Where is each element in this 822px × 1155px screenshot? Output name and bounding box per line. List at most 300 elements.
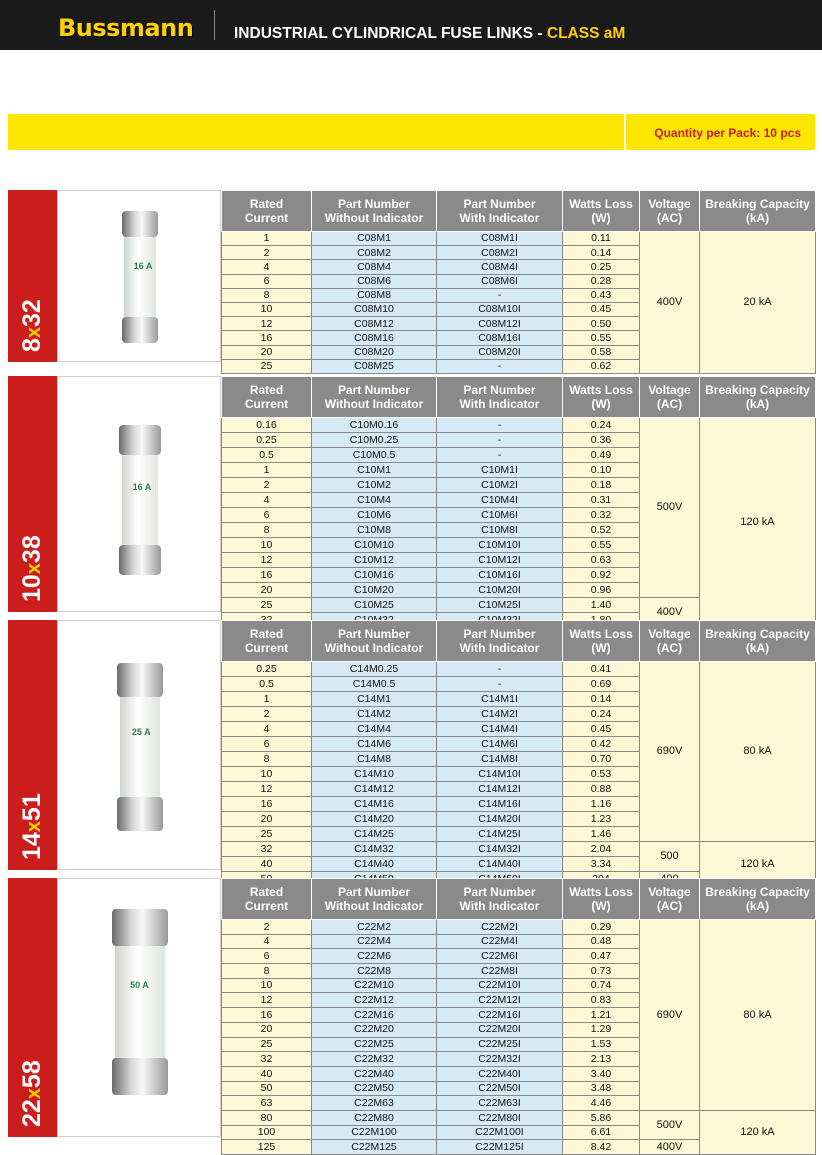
header-divider <box>214 10 215 40</box>
part-number-with-indicator: C14M32I <box>437 842 563 857</box>
part-number-with-indicator: C10M12I <box>437 553 563 568</box>
header-line: Breaking Capacity <box>705 885 810 899</box>
watts-loss: 0.25 <box>563 260 640 274</box>
part-number-without-indicator: C22M125 <box>312 1140 437 1155</box>
fuse-body <box>122 455 159 545</box>
part-number-without-indicator: C08M8 <box>312 288 437 302</box>
rated-current: 4 <box>222 722 312 737</box>
part-number-without-indicator: C10M0.16 <box>312 418 437 433</box>
header-line: Part Number <box>463 197 536 211</box>
fuse-end-cap <box>117 797 163 831</box>
size-tab <box>8 620 57 870</box>
rated-current: 1 <box>222 692 312 707</box>
header-line: Part Number <box>337 627 411 641</box>
part-number-with-indicator: C22M50I <box>437 1081 563 1096</box>
fuse-body <box>124 237 156 317</box>
part-number-without-indicator: C22M12 <box>312 993 437 1008</box>
table-row <box>222 842 816 857</box>
rated-current: 20 <box>222 812 312 827</box>
watts-loss: 0.43 <box>563 288 640 302</box>
header-line: (AC) <box>656 899 683 913</box>
part-number-with-indicator: C22M125I <box>437 1140 563 1155</box>
header-line: Watts Loss <box>569 885 633 899</box>
fuse-section <box>8 376 815 619</box>
watts-loss: 4.46 <box>563 1096 640 1111</box>
watts-loss: 0.83 <box>563 993 640 1008</box>
watts-loss: 0.41 <box>563 662 640 677</box>
watts-loss: 0.73 <box>563 964 640 979</box>
part-number-with-indicator: - <box>437 662 563 677</box>
watts-loss: 0.55 <box>563 538 640 553</box>
header-line: Without Indicator <box>324 211 424 225</box>
column-header-pn_without <box>312 191 437 232</box>
part-number-with-indicator: C08M1I <box>437 232 563 246</box>
part-number-with-indicator: C14M2I <box>437 707 563 722</box>
rated-current: 1 <box>222 463 312 478</box>
table-row <box>222 418 816 433</box>
column-header-breaking <box>700 377 816 418</box>
column-header-breaking <box>700 879 816 920</box>
part-number-with-indicator: C22M10I <box>437 978 563 993</box>
part-number-with-indicator: C22M20I <box>437 1022 563 1037</box>
part-number-without-indicator: C14M8 <box>312 752 437 767</box>
watts-loss: 0.11 <box>563 232 640 246</box>
page-header <box>0 0 822 50</box>
rated-current: 8 <box>222 288 312 302</box>
column-header-pn_with <box>437 191 563 232</box>
part-number-with-indicator: C10M25I <box>437 598 563 613</box>
fuse-rating-label: 25 A <box>131 727 151 737</box>
voltage-value: 500 <box>640 842 700 872</box>
part-number-with-indicator: C14M25I <box>437 827 563 842</box>
rated-current: 25 <box>222 359 312 373</box>
watts-loss: 0.14 <box>563 692 640 707</box>
watts-loss: 0.92 <box>563 568 640 583</box>
watts-loss: 0.36 <box>563 433 640 448</box>
size-value: 8 <box>18 338 46 352</box>
header-line: With Indicator <box>459 397 540 411</box>
part-number-with-indicator: C08M2I <box>437 246 563 260</box>
rated-current: 25 <box>222 598 312 613</box>
watts-loss: 1.46 <box>563 827 640 842</box>
watts-loss: 0.70 <box>563 752 640 767</box>
brand-logo: Bussmann <box>58 14 194 42</box>
part-number-with-indicator: C14M12I <box>437 782 563 797</box>
header-line: Current <box>244 397 289 411</box>
rated-current: 0.25 <box>222 662 312 677</box>
watts-loss: 1.40 <box>563 598 640 613</box>
size-separator: x <box>23 1088 45 1100</box>
rated-current: 50 <box>222 1081 312 1096</box>
breaking-capacity-value: 20 kA <box>700 232 816 374</box>
part-number-with-indicator: C22M80I <box>437 1110 563 1125</box>
spec-table <box>221 620 816 887</box>
fuse-section <box>8 620 815 870</box>
part-number-with-indicator: C10M4I <box>437 493 563 508</box>
header-line: Without Indicator <box>324 641 424 655</box>
header-line: Watts Loss <box>569 383 633 397</box>
part-number-with-indicator: C10M2I <box>437 478 563 493</box>
watts-loss: 0.50 <box>563 317 640 331</box>
header-line: (kA) <box>745 211 770 225</box>
header-line: Rated <box>249 885 284 899</box>
watts-loss: 6.61 <box>563 1125 640 1140</box>
header-line: (AC) <box>656 641 683 655</box>
rated-current: 6 <box>222 737 312 752</box>
part-number-with-indicator: C22M63I <box>437 1096 563 1111</box>
part-number-without-indicator: C22M16 <box>312 1008 437 1023</box>
rated-current: 0.25 <box>222 433 312 448</box>
part-number-with-indicator: - <box>437 418 563 433</box>
header-line: (W) <box>591 397 611 411</box>
column-header-watts <box>563 621 640 662</box>
part-number-without-indicator: C08M2 <box>312 246 437 260</box>
header-line: Breaking Capacity <box>705 197 810 211</box>
watts-loss: 1.53 <box>563 1037 640 1052</box>
part-number-with-indicator: C22M100I <box>437 1125 563 1140</box>
header-line: Rated <box>249 627 284 641</box>
page-title <box>234 25 625 43</box>
part-number-with-indicator: C08M12I <box>437 317 563 331</box>
part-number-without-indicator: C08M4 <box>312 260 437 274</box>
part-number-without-indicator: C10M20 <box>312 583 437 598</box>
rated-current: 25 <box>222 1037 312 1052</box>
spec-table <box>221 190 816 374</box>
rated-current: 25 <box>222 827 312 842</box>
rated-current: 2 <box>222 246 312 260</box>
voltage-value: 690V <box>640 662 700 842</box>
part-number-with-indicator: C22M12I <box>437 993 563 1008</box>
part-number-with-indicator: C14M4I <box>437 722 563 737</box>
part-number-without-indicator: C10M0.25 <box>312 433 437 448</box>
rated-current: 12 <box>222 317 312 331</box>
rated-current: 40 <box>222 857 312 872</box>
part-number-with-indicator: C10M10I <box>437 538 563 553</box>
fuse-rating-label: 50 A <box>130 979 149 990</box>
part-number-without-indicator: C10M0.5 <box>312 448 437 463</box>
part-number-without-indicator: C22M8 <box>312 964 437 979</box>
watts-loss: 1.16 <box>563 797 640 812</box>
header-line: Breaking Capacity <box>705 627 810 641</box>
column-header-pn_without <box>312 621 437 662</box>
watts-loss: 0.47 <box>563 949 640 964</box>
header-line: Current <box>244 899 289 913</box>
size-value: 58 <box>18 1060 46 1089</box>
part-number-without-indicator: C08M12 <box>312 317 437 331</box>
rated-current: 10 <box>222 978 312 993</box>
part-number-with-indicator: C14M10I <box>437 767 563 782</box>
fuse-image <box>57 190 221 362</box>
part-number-without-indicator: C08M1 <box>312 232 437 246</box>
watts-loss: 0.32 <box>563 508 640 523</box>
watts-loss: 0.88 <box>563 782 640 797</box>
rated-current: 8 <box>222 523 312 538</box>
header-line: (kA) <box>745 641 770 655</box>
rated-current: 125 <box>222 1140 312 1155</box>
column-header-voltage <box>640 621 700 662</box>
fuse-cartridge <box>122 211 158 343</box>
rated-current: 12 <box>222 782 312 797</box>
watts-loss: 1.29 <box>563 1022 640 1037</box>
pack-info-bar <box>8 114 815 150</box>
watts-loss: 0.29 <box>563 920 640 935</box>
header-line: Rated <box>249 197 284 211</box>
fuse-cartridge <box>117 663 163 831</box>
part-number-without-indicator: C14M16 <box>312 797 437 812</box>
fuse-rating-label: 16 A <box>133 261 153 271</box>
header-line: Part Number <box>463 627 536 641</box>
column-header-rated <box>222 879 312 920</box>
watts-loss: 1.23 <box>563 812 640 827</box>
watts-loss: 0.69 <box>563 677 640 692</box>
column-header-rated <box>222 377 312 418</box>
watts-loss: 0.96 <box>563 583 640 598</box>
size-value: 32 <box>18 299 46 327</box>
part-number-without-indicator: C14M4 <box>312 722 437 737</box>
rated-current: 2 <box>222 707 312 722</box>
breaking-capacity-value: 120 kA <box>700 418 816 628</box>
fuse-image <box>57 620 221 870</box>
breaking-capacity-value: 80 kA <box>700 920 816 1111</box>
rated-current: 2 <box>222 920 312 935</box>
watts-loss: 0.10 <box>563 463 640 478</box>
rated-current: 6 <box>222 274 312 288</box>
part-number-with-indicator: - <box>437 433 563 448</box>
rated-current: 6 <box>222 508 312 523</box>
fuse-cartridge <box>112 909 168 1095</box>
fuse-body <box>115 946 164 1058</box>
rated-current: 16 <box>222 331 312 345</box>
watts-loss: 0.63 <box>563 553 640 568</box>
header-line: Part Number <box>463 885 536 899</box>
fuse-section <box>8 190 815 373</box>
column-header-rated <box>222 191 312 232</box>
part-number-without-indicator: C10M1 <box>312 463 437 478</box>
watts-loss: 0.28 <box>563 274 640 288</box>
part-number-without-indicator: C10M10 <box>312 538 437 553</box>
part-number-without-indicator: C22M25 <box>312 1037 437 1052</box>
watts-loss: 3.40 <box>563 1066 640 1081</box>
breaking-capacity-value: 80 kA <box>700 662 816 842</box>
size-value: 22 <box>18 1099 46 1128</box>
header-line: Breaking Capacity <box>705 383 810 397</box>
watts-loss: 0.45 <box>563 302 640 316</box>
part-number-with-indicator: C10M20I <box>437 583 563 598</box>
pack-bar-divider <box>624 114 626 150</box>
part-number-without-indicator: C22M63 <box>312 1096 437 1111</box>
column-header-rated <box>222 621 312 662</box>
part-number-without-indicator: C08M20 <box>312 345 437 359</box>
header-line: Without Indicator <box>324 899 424 913</box>
fuse-end-cap <box>117 663 163 697</box>
size-separator: x <box>23 326 45 339</box>
part-number-without-indicator: C10M8 <box>312 523 437 538</box>
part-number-with-indicator: C10M1I <box>437 463 563 478</box>
rated-current: 20 <box>222 345 312 359</box>
rated-current: 20 <box>222 1022 312 1037</box>
rated-current: 2 <box>222 478 312 493</box>
header-line: Watts Loss <box>569 197 633 211</box>
fuse-image <box>57 878 221 1137</box>
table-header-row <box>222 879 816 920</box>
fuse-end-cap <box>119 425 161 455</box>
size-value: 51 <box>18 793 46 822</box>
part-number-without-indicator: C22M40 <box>312 1066 437 1081</box>
spec-table <box>221 376 816 628</box>
part-number-with-indicator: C22M4I <box>437 934 563 949</box>
part-number-without-indicator: C22M100 <box>312 1125 437 1140</box>
header-line: Current <box>244 211 289 225</box>
part-number-without-indicator: C10M25 <box>312 598 437 613</box>
part-number-with-indicator: C14M40I <box>437 857 563 872</box>
column-header-voltage <box>640 377 700 418</box>
part-number-with-indicator: C08M4I <box>437 260 563 274</box>
header-line: (W) <box>591 211 611 225</box>
part-number-without-indicator: C10M12 <box>312 553 437 568</box>
rated-current: 16 <box>222 797 312 812</box>
size-value: 10 <box>18 574 46 602</box>
rated-current: 8 <box>222 752 312 767</box>
column-header-watts <box>563 191 640 232</box>
rated-current: 10 <box>222 538 312 553</box>
header-line: (AC) <box>656 211 683 225</box>
header-line: With Indicator <box>459 641 540 655</box>
part-number-without-indicator: C14M20 <box>312 812 437 827</box>
table-row <box>222 1110 816 1125</box>
rated-current: 0.5 <box>222 677 312 692</box>
part-number-without-indicator: C08M10 <box>312 302 437 316</box>
part-number-without-indicator: C22M50 <box>312 1081 437 1096</box>
watts-loss: 0.18 <box>563 478 640 493</box>
header-line: (kA) <box>745 899 770 913</box>
part-number-without-indicator: C14M6 <box>312 737 437 752</box>
watts-loss: 0.42 <box>563 737 640 752</box>
header-line: Part Number <box>337 197 411 211</box>
part-number-with-indicator: C10M6I <box>437 508 563 523</box>
part-number-with-indicator: - <box>437 288 563 302</box>
watts-loss: 3.48 <box>563 1081 640 1096</box>
part-number-without-indicator: C14M2 <box>312 707 437 722</box>
table-header-row <box>222 621 816 662</box>
rated-current: 12 <box>222 553 312 568</box>
watts-loss: 1.21 <box>563 1008 640 1023</box>
part-number-with-indicator: C08M6I <box>437 274 563 288</box>
table-header-row <box>222 377 816 418</box>
watts-loss: 0.62 <box>563 359 640 373</box>
watts-loss: 0.55 <box>563 331 640 345</box>
size-value: 38 <box>18 535 46 564</box>
size-separator: x <box>23 563 45 575</box>
part-number-without-indicator: C14M0.25 <box>312 662 437 677</box>
watts-loss: 0.14 <box>563 246 640 260</box>
rated-current: 63 <box>222 1096 312 1111</box>
watts-loss: 8.42 <box>563 1140 640 1155</box>
part-number-without-indicator: C08M6 <box>312 274 437 288</box>
rated-current: 100 <box>222 1125 312 1140</box>
rated-current: 4 <box>222 260 312 274</box>
voltage-value: 690V <box>640 920 700 1111</box>
part-number-with-indicator: - <box>437 677 563 692</box>
watts-loss: 0.24 <box>563 707 640 722</box>
title-class: CLASS aM <box>546 25 626 42</box>
rated-current: 0.5 <box>222 448 312 463</box>
fuse-end-cap <box>112 909 168 946</box>
watts-loss: 0.45 <box>563 722 640 737</box>
header-line: Part Number <box>337 383 411 397</box>
rated-current: 80 <box>222 1110 312 1125</box>
part-number-with-indicator: C14M16I <box>437 797 563 812</box>
part-number-with-indicator: C22M8I <box>437 964 563 979</box>
fuse-end-cap <box>122 317 158 343</box>
fuse-rating-label: 16 A <box>132 482 152 492</box>
column-header-watts <box>563 879 640 920</box>
column-header-voltage <box>640 191 700 232</box>
part-number-without-indicator: C14M32 <box>312 842 437 857</box>
watts-loss: 2.13 <box>563 1052 640 1067</box>
table-row <box>222 662 816 677</box>
part-number-without-indicator: C10M4 <box>312 493 437 508</box>
fuse-end-cap <box>112 1058 168 1095</box>
part-number-with-indicator: C22M16I <box>437 1008 563 1023</box>
rated-current: 16 <box>222 568 312 583</box>
header-line: Part Number <box>463 383 536 397</box>
breaking-capacity-value: 120 kA <box>700 842 816 887</box>
part-number-with-indicator: - <box>437 448 563 463</box>
part-number-without-indicator: C10M2 <box>312 478 437 493</box>
rated-current: 40 <box>222 1066 312 1081</box>
part-number-without-indicator: C14M0.5 <box>312 677 437 692</box>
rated-current: 4 <box>222 493 312 508</box>
part-number-with-indicator: C14M6I <box>437 737 563 752</box>
part-number-without-indicator: C22M4 <box>312 934 437 949</box>
header-line: (W) <box>591 641 611 655</box>
voltage-value: 400V <box>640 598 700 628</box>
header-line: Voltage <box>648 197 691 211</box>
part-number-without-indicator: C14M12 <box>312 782 437 797</box>
part-number-without-indicator: C08M25 <box>312 359 437 373</box>
rated-current: 6 <box>222 949 312 964</box>
column-header-breaking <box>700 621 816 662</box>
size-tab <box>8 190 57 362</box>
watts-loss: 0.24 <box>563 418 640 433</box>
table-row <box>222 920 816 935</box>
fuse-end-cap <box>119 545 161 575</box>
rated-current: 32 <box>222 1052 312 1067</box>
part-number-with-indicator: - <box>437 359 563 373</box>
part-number-with-indicator: C14M8I <box>437 752 563 767</box>
breaking-capacity-value: 120 kA <box>700 1110 816 1154</box>
header-line: With Indicator <box>459 899 540 913</box>
part-number-without-indicator: C22M10 <box>312 978 437 993</box>
part-number-with-indicator: C22M25I <box>437 1037 563 1052</box>
voltage-value: 400V <box>640 1140 700 1155</box>
table-row <box>222 232 816 246</box>
size-separator: x <box>23 821 45 833</box>
fuse-section <box>8 878 815 1153</box>
watts-loss: 0.53 <box>563 767 640 782</box>
column-header-pn_without <box>312 377 437 418</box>
table-header-row <box>222 191 816 232</box>
part-number-without-indicator: C22M20 <box>312 1022 437 1037</box>
part-number-with-indicator: C22M40I <box>437 1066 563 1081</box>
watts-loss: 0.48 <box>563 934 640 949</box>
header-line: Voltage <box>648 885 691 899</box>
rated-current: 10 <box>222 302 312 316</box>
part-number-with-indicator: C22M32I <box>437 1052 563 1067</box>
watts-loss: 3.34 <box>563 857 640 872</box>
column-header-watts <box>563 377 640 418</box>
part-number-without-indicator: C22M2 <box>312 920 437 935</box>
